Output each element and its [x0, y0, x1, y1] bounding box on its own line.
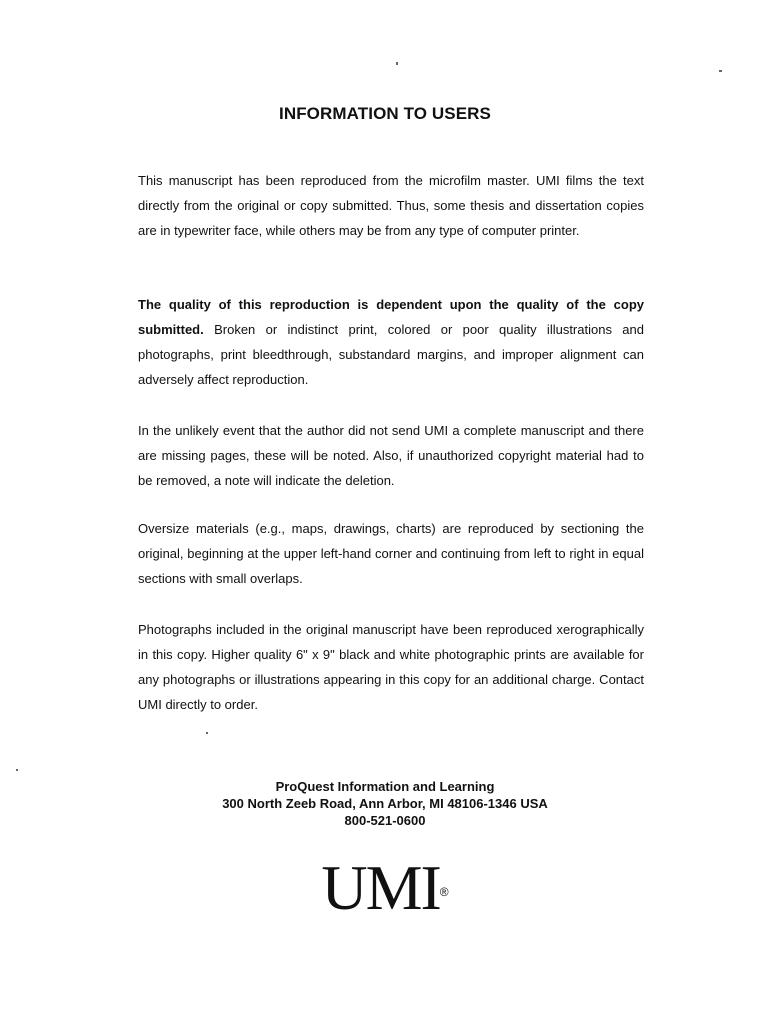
registered-mark: ®: [439, 885, 449, 899]
company-phone: 800-521-0600: [344, 813, 426, 828]
logo-text: UMI: [321, 852, 440, 923]
paragraph-oversize: Oversize materials (e.g., maps, drawings, charts) are reproduced by sectioning the original, beginning at the upper left-hand corner and continuing from left to right in equal sections with small overlaps.: [138, 521, 644, 586]
paragraph-quality: [138, 292, 644, 392]
quality-notice-text: Broken or indistinct print, colored or poor quality illustrations and photographs, print bleedthrough, substandard margins, and improper alignment can adversely affect reproduction.: [138, 322, 644, 387]
scan-speck: [16, 769, 18, 771]
paragraph-microfilm: This manuscript has been reproduced from the microfilm master. UMI films the text directly from the original or copy submitted. Thus, some thesis and dissertation copies are in typewriter face, while others may be from any type of computer printer.: [138, 173, 644, 238]
scan-speck: [719, 70, 722, 72]
paragraph-missing-pages: In the unlikely event that the author did not send UMI a complete manuscript and there are missing pages, these will be noted. Also, if unauthorized copyright material had to be removed, a note will indicate the deletion.: [138, 423, 644, 488]
quality-notice-bold: The quality of this reproduction is dependent upon the quality of the copy submitted.: [138, 297, 644, 337]
company-address: 300 North Zeeb Road, Ann Arbor, MI 48106-1346 USA: [222, 796, 548, 811]
company-name: ProQuest Information and Learning: [275, 779, 495, 794]
umi-logo: [0, 848, 770, 928]
paragraph-photographs: Photographs included in the original manuscript have been reproduced xerographically in this copy. Higher quality 6" x 9" black and white photographic prints are available for any photographs or illustrations appearing in this copy for an additional charge. Contact UMI directly to order.: [138, 622, 644, 712]
scan-speck: [206, 732, 208, 734]
page-title: INFORMATION TO USERS: [279, 104, 491, 123]
scan-speck: [396, 62, 398, 65]
